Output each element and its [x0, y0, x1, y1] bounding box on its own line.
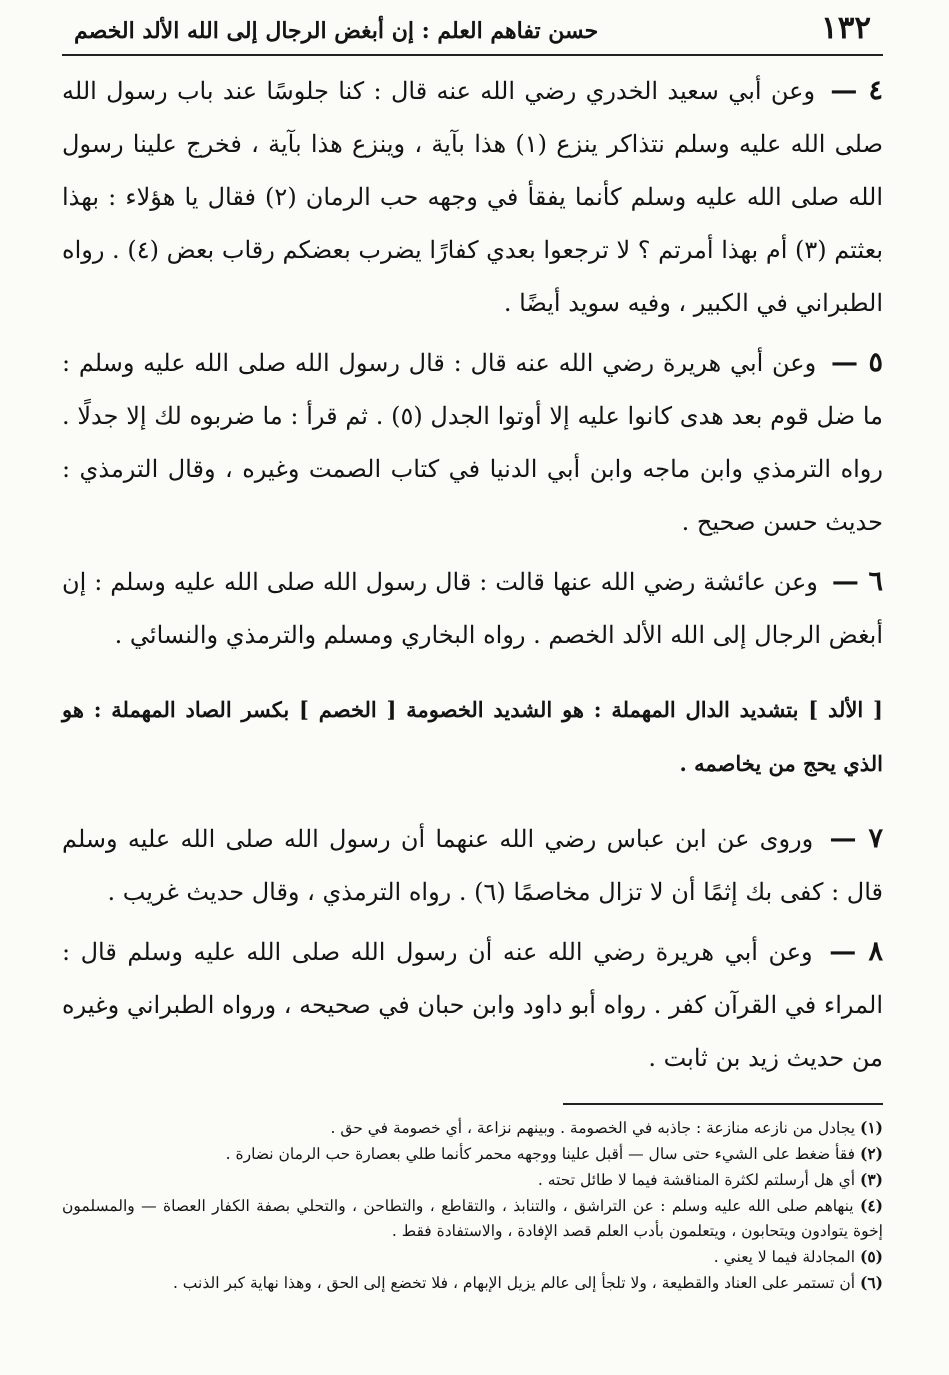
hadith-number: ٥ —: [830, 347, 883, 378]
footnote-6: [62, 1270, 883, 1296]
hadith-number: ٨ —: [829, 936, 884, 967]
hadith-number: ٤ —: [830, 75, 884, 106]
footnotes: [62, 1115, 883, 1296]
footnote-text: يجادل من نازعه منازعة : جاذبه في الخصومة . وبينهم نزاعة ، أي خصومة في حق .: [330, 1119, 856, 1137]
footnote-mark: (٤): [859, 1196, 883, 1215]
footnote-mark: (٢): [859, 1144, 883, 1163]
footnote-5: [62, 1244, 883, 1270]
footnote-text: أن تستمر على العناد والقطيعة ، ولا تلجأ إلى عالم يزيل الإبهام ، فلا تخضع إلى الحق ، وهذا نهاية كبر الذنب .: [172, 1274, 856, 1292]
hadith-text: وعن أبي هريرة رضي الله عنه أن رسول الله صلى الله عليه وسلم قال : المراء في القرآن كفر . رواه أبو داود وابن حبان في صحيحه ، ورواه الطبراني وغيره من حديث زيد بن ثابت .: [62, 938, 883, 1072]
page-header: [62, 10, 883, 56]
footnote-2: [62, 1141, 883, 1167]
footnote-4: [62, 1193, 883, 1244]
footnote-text: المجادلة فيما لا يعني .: [713, 1248, 856, 1266]
hadith-7: [62, 812, 883, 919]
main-text: [62, 56, 883, 1085]
footnote-mark: (٣): [859, 1170, 883, 1189]
hadith-5: [62, 336, 883, 549]
page-number: ١٣٢: [821, 10, 871, 46]
footnote-mark: (٥): [859, 1247, 883, 1266]
hadith-4: [62, 64, 883, 330]
footnote-mark: (١): [859, 1118, 883, 1137]
footnote-text: فقأ ضغط على الشيء حتى سال — أقبل علينا ووجهه محمر كأنما طلي بعصارة حب الرمان نضارة .: [225, 1145, 856, 1163]
gloss-note: [ الألد ] بتشديد الدال المهملة : هو الشديد الخصومة [ الخصم ] بكسر الصاد المهملة : هو الذي يحج من يخاصمه .: [62, 697, 883, 776]
footnote-divider: [563, 1103, 883, 1105]
hadith-text: وعن أبي سعيد الخدري رضي الله عنه قال : كنا جلوسًا عند باب رسول الله صلى الله عليه وسلم نتذاكر ينزع (١) هذا بآية ، وينزع هذا بآية ، فخرج علينا رسول الله صلى الله عليه وسلم كأنما يفقأ في وجهه حب الرمان (٢) فقال يا هؤلاء : بهذا بعثتم (٣) أم بهذا أمرتم ؟ لا ترجعوا بعدي كفارًا يضرب بعضكم رقاب بعض (٤) . رواه الطبراني في الكبير ، وفيه سويد أيضًا .: [62, 77, 884, 317]
hadith-text: وعن عائشة رضي الله عنها قالت : قال رسول الله صلى الله عليه وسلم : إن أبغض الرجال إلى الله الألد الخصم . رواه البخاري ومسلم والترمذي والنسائي .: [62, 568, 883, 649]
hadith-6: [62, 555, 883, 662]
footnote-text: ينهاهم صلى الله عليه وسلم : عن التراشق ، والتنابذ ، والتقاطع ، والتطاحن ، والتحلي بصفة الكفار العصاة — والمسلمون إخوة يتوادون ويتحابون ، ويتعلمون بأدب العلم قصد الإفادة ، والاستفادة فقط .: [62, 1197, 883, 1240]
hadith-number: ٧ —: [829, 823, 884, 854]
footnote-mark: (٦): [859, 1273, 883, 1292]
footnote-text: أي هل أرسلتم لكثرة المناقشة فيما لا طائل تحته .: [537, 1171, 856, 1189]
hadith-number: ٦ —: [831, 566, 884, 597]
hadith-8: [62, 925, 883, 1085]
footnote-1: [62, 1115, 883, 1141]
hadith-text: وروى عن ابن عباس رضي الله عنهما أن رسول الله صلى الله عليه وسلم قال : كفى بك إثمًا أن لا تزال مخاصمًا (٦) . رواه الترمذي ، وقال حديث غريب .: [62, 825, 883, 906]
running-head: حسن تفاهم العلم : إن أبغض الرجال إلى الله الألد الخصم: [74, 18, 599, 44]
footnote-3: [62, 1167, 883, 1193]
hadith-text: وعن أبي هريرة رضي الله عنه قال : قال رسول الله صلى الله عليه وسلم : ما ضل قوم بعد هدى كانوا عليه إلا أوتوا الجدل (٥) . ثم قرأ : ما ضربوه لك إلا جدلًا . رواه الترمذي وابن ماجه وابن أبي الدنيا في كتاب الصمت وغيره ، وقال الترمذي : حديث حسن صحيح .: [62, 349, 883, 536]
